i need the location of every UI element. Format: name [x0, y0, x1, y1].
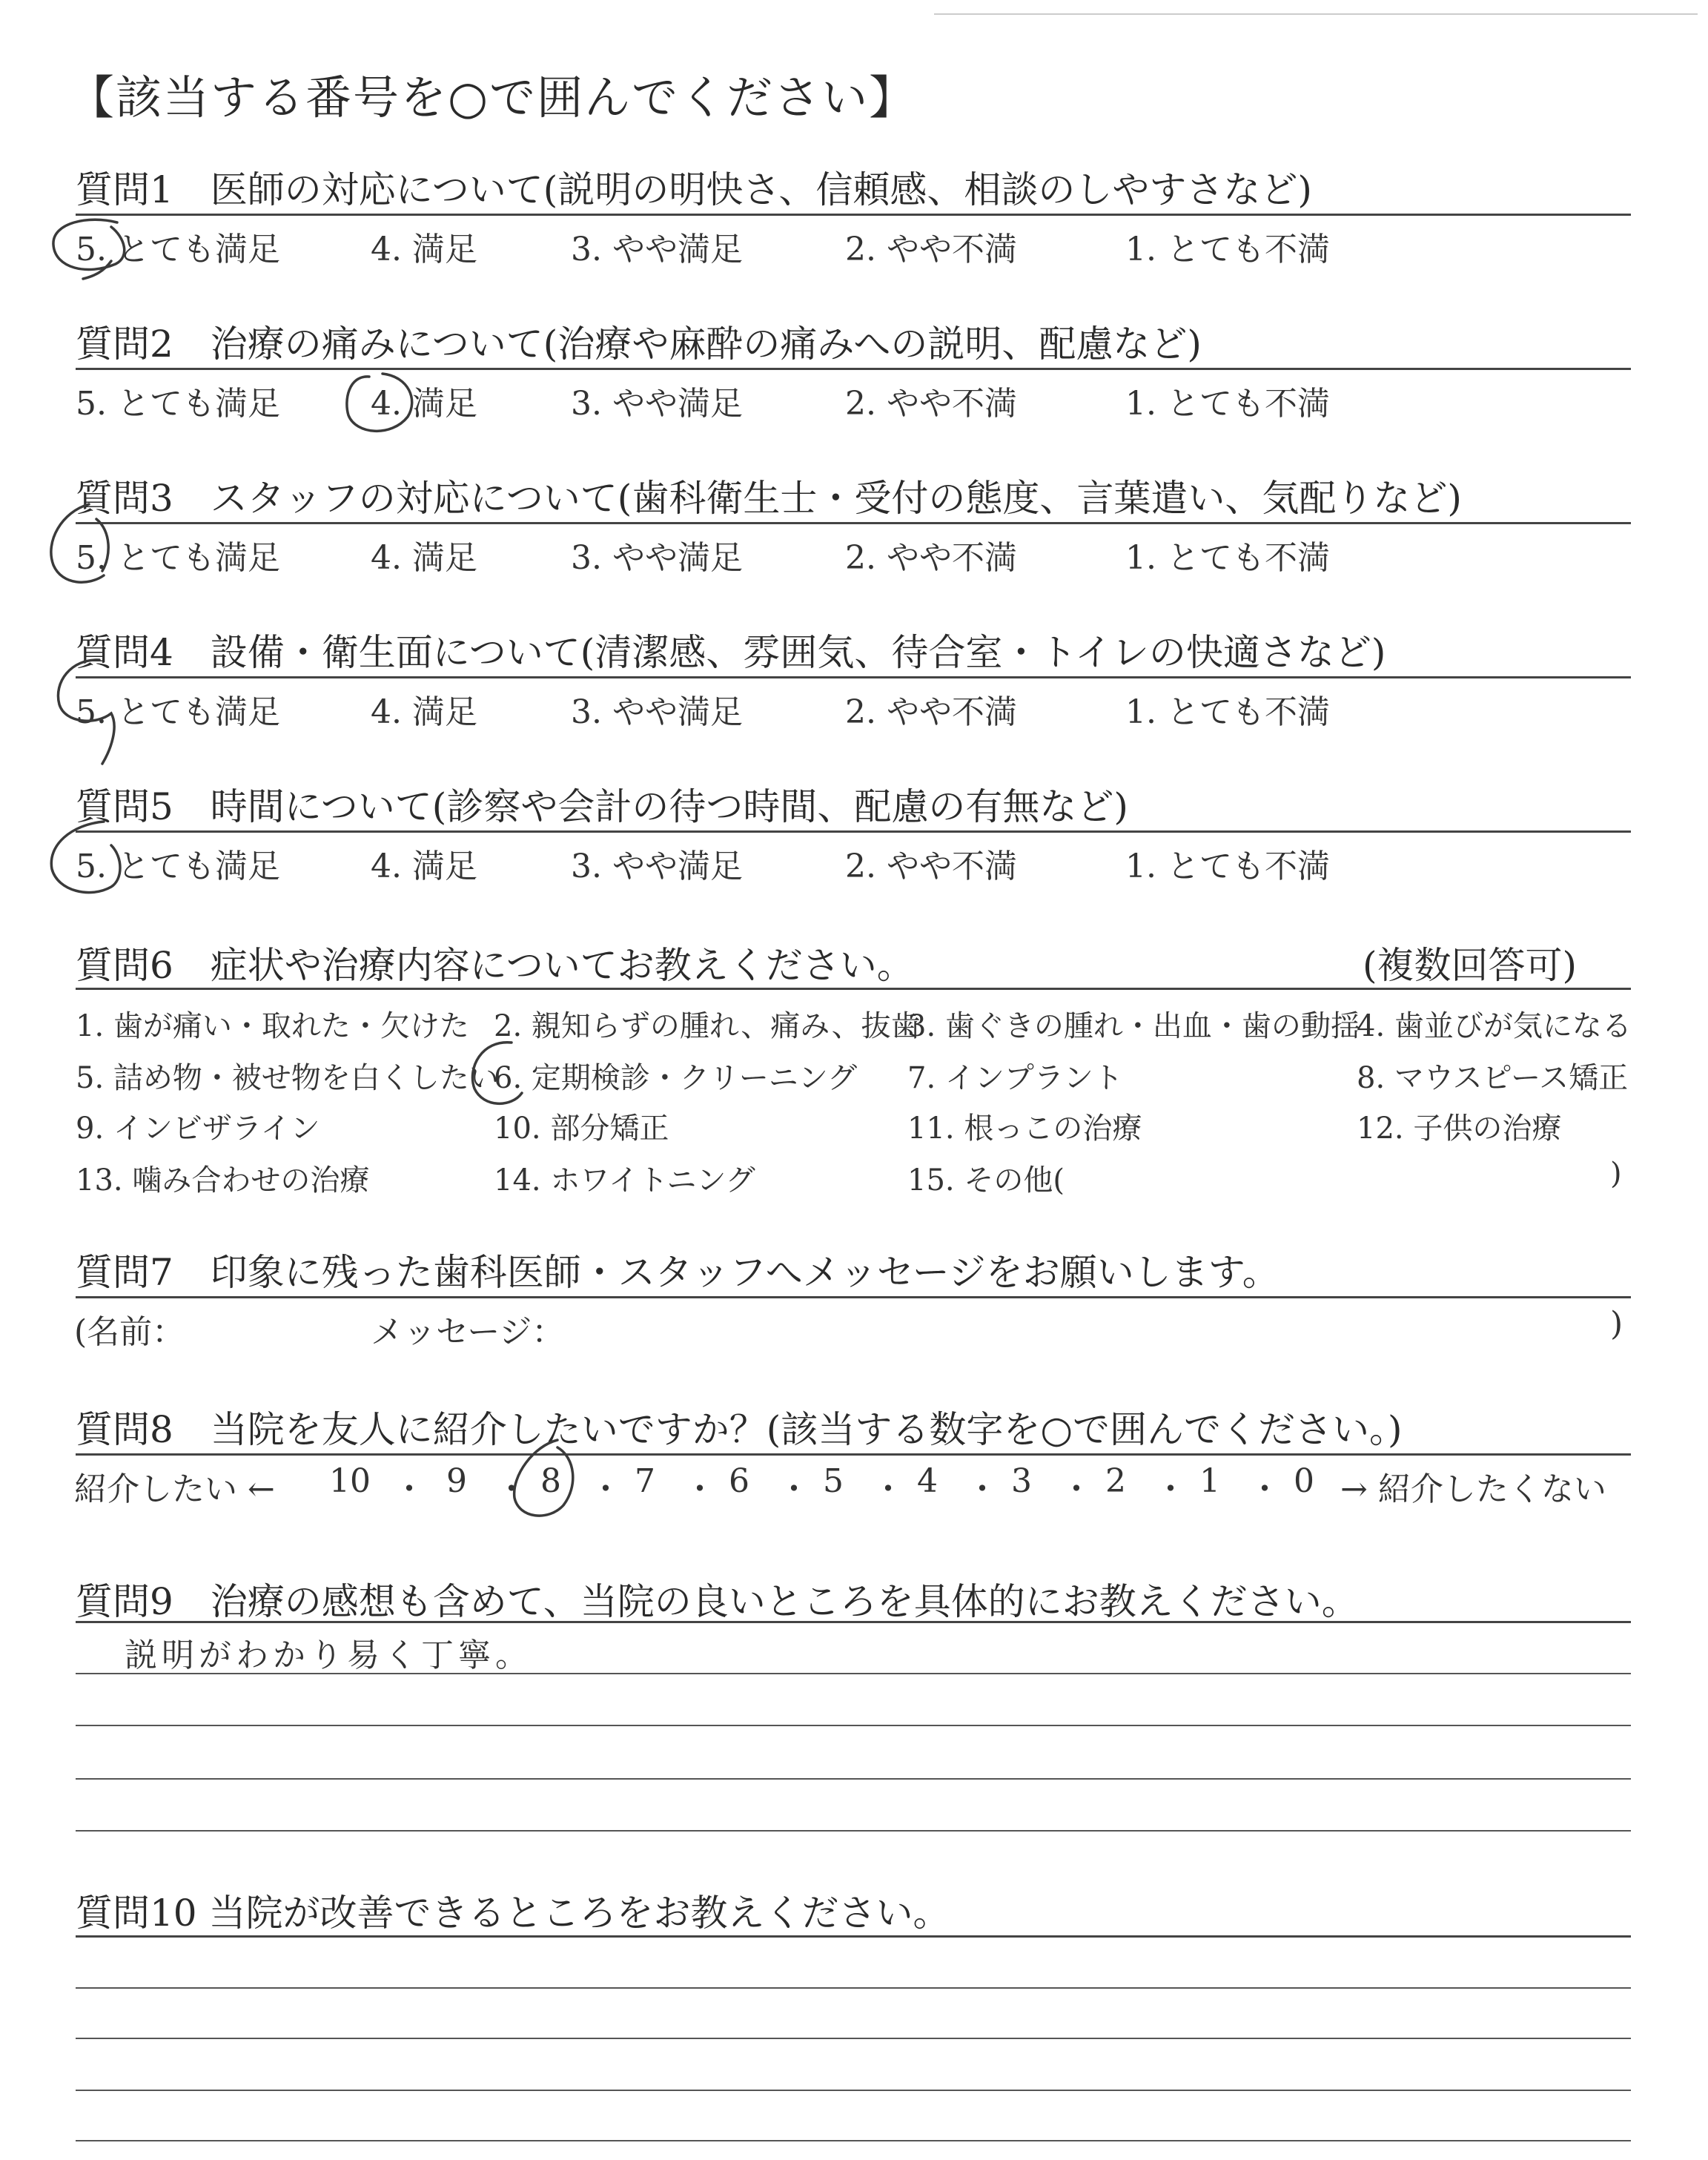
q4-option-1[interactable]: 1. とても不満 — [1125, 693, 1330, 731]
q4-circle-mark — [58, 660, 114, 764]
q8-circle-mark — [514, 1440, 573, 1516]
q5-option-3[interactable]: 3. やや満足 — [571, 848, 743, 885]
q8-scale-7[interactable]: 7 — [635, 1462, 655, 1500]
q1-option-2[interactable]: 2. やや不満 — [845, 231, 1017, 268]
q6-option-13[interactable]: 13. 噛み合わせの治療 — [76, 1163, 370, 1198]
q6-option-1[interactable]: 1. 歯が痛い・取れた・欠けた — [76, 1009, 469, 1043]
q3-option-5[interactable]: 5. とても満足 — [76, 539, 280, 577]
q6-circle-mark — [472, 1043, 522, 1104]
q8-scale-separator: ・ — [393, 1470, 426, 1508]
q9-title: 質問9 治療の感想も含めて、当院の良いところを具体的にお教えください。 — [76, 1580, 1359, 1623]
q5-circle-mark — [51, 822, 120, 893]
q8-scale-2[interactable]: 2 — [1105, 1462, 1126, 1500]
q5-option-5[interactable]: 5. とても満足 — [76, 848, 280, 885]
q6-option-9[interactable]: 9. インビザライン — [76, 1112, 320, 1146]
q7-title: 質問7 印象に残った歯科医師・スタッフへメッセージをお願いします。 — [76, 1251, 1280, 1294]
q7-close-paren: ) — [1610, 1305, 1623, 1343]
q1-option-1[interactable]: 1. とても不満 — [1125, 231, 1330, 268]
q2-title: 質問2 治療の痛みについて(治療や麻酔の痛みへの説明、配慮など) — [76, 323, 1202, 366]
q2-option-4[interactable]: 4. 満足 — [371, 385, 477, 423]
q10-title: 質問10 当院が改善できるところをお教えください。 — [76, 1892, 950, 1935]
q5-title: 質問5 時間について(診察や会計の待つ時間、配慮の有無など) — [76, 785, 1128, 828]
q1-circle-mark — [53, 219, 125, 269]
q2-option-3[interactable]: 3. やや満足 — [571, 385, 743, 423]
q6-option-2[interactable]: 2. 親知らずの腫れ、痛み、抜歯 — [494, 1009, 921, 1043]
q1-option-4[interactable]: 4. 満足 — [371, 231, 477, 268]
q2-circle-mark — [347, 374, 412, 431]
q6-title: 質問6 症状や治療内容についてお教えください。 — [76, 944, 914, 987]
q1-title: 質問1 医師の対応について(説明の明快さ、信頼感、相談のしやすさなど) — [76, 168, 1312, 211]
q8-scale-separator: ・ — [1248, 1470, 1281, 1508]
q6-option-15[interactable]: 15. その他( — [907, 1163, 1065, 1198]
q2-option-1[interactable]: 1. とても不満 — [1125, 385, 1330, 423]
q4-option-2[interactable]: 2. やや不満 — [845, 693, 1017, 731]
q8-scale-3[interactable]: 3 — [1011, 1462, 1032, 1500]
q8-right-label: → 紹介したくない — [1340, 1470, 1606, 1508]
q6-option-14[interactable]: 14. ホワイトニング — [494, 1163, 755, 1198]
page-header: 【該当する番号を○で囲んでください】 — [68, 70, 917, 125]
q6-other-close-paren: ) — [1610, 1157, 1622, 1191]
q8-scale-1[interactable]: 1 — [1199, 1462, 1220, 1500]
q6-option-3[interactable]: 3. 歯ぐきの腫れ・出血・歯の動揺 — [907, 1009, 1360, 1043]
q6-option-4[interactable]: 4. 歯並びが気になる — [1357, 1009, 1632, 1043]
q8-scale-9[interactable]: 9 — [446, 1462, 467, 1500]
q7-message-label: メッセージ： — [371, 1313, 565, 1351]
q1-option-5[interactable]: 5. とても満足 — [76, 231, 280, 268]
q8-scale-separator: ・ — [778, 1470, 810, 1508]
q3-option-2[interactable]: 2. やや不満 — [845, 539, 1017, 577]
q8-scale-separator: ・ — [1154, 1470, 1187, 1508]
q8-scale-10[interactable]: 10 — [329, 1462, 371, 1500]
q8-scale-separator: ・ — [683, 1470, 716, 1508]
q4-title: 質問4 設備・衛生面について(清潔感、雰囲気、待合室・トイレの快適さなど) — [76, 631, 1386, 674]
q8-scale-0[interactable]: 0 — [1294, 1462, 1314, 1500]
q8-scale-separator: ・ — [495, 1470, 528, 1508]
q8-left-label: 紹介したい ← — [74, 1470, 275, 1508]
q5-option-2[interactable]: 2. やや不満 — [845, 848, 1017, 885]
q3-option-1[interactable]: 1. とても不満 — [1125, 539, 1330, 577]
q1-option-3[interactable]: 3. やや満足 — [571, 231, 743, 268]
q8-scale-5[interactable]: 5 — [823, 1462, 844, 1500]
q6-option-6[interactable]: 6. 定期検診・クリーニング — [494, 1061, 858, 1095]
q5-option-4[interactable]: 4. 満足 — [371, 848, 477, 885]
q6-option-8[interactable]: 8. マウスピース矯正 — [1357, 1061, 1629, 1095]
q7-name-label: (名前： — [74, 1313, 185, 1351]
q8-scale-4[interactable]: 4 — [917, 1462, 938, 1500]
q8-scale-separator: ・ — [1060, 1470, 1093, 1508]
q8-scale-separator: ・ — [589, 1470, 622, 1508]
q6-option-12[interactable]: 12. 子供の治療 — [1357, 1112, 1562, 1146]
q8-scale-6[interactable]: 6 — [729, 1462, 749, 1500]
q6-note: (複数回答可) — [1363, 944, 1578, 987]
q2-option-2[interactable]: 2. やや不満 — [845, 385, 1017, 423]
q6-option-11[interactable]: 11. 根っこの治療 — [907, 1112, 1142, 1146]
q3-option-4[interactable]: 4. 満足 — [371, 539, 477, 577]
q3-circle-inner — [96, 519, 108, 571]
q2-option-5[interactable]: 5. とても満足 — [76, 385, 280, 423]
q6-option-5[interactable]: 5. 詰め物・被せ物を白くしたい — [76, 1061, 499, 1095]
q6-option-10[interactable]: 10. 部分矯正 — [494, 1112, 669, 1146]
q8-title: 質問8 当院を友人に紹介したいですか？(該当する数字を○で囲んでください。) — [76, 1408, 1403, 1451]
q3-circle-mark — [51, 504, 104, 582]
q8-scale-8[interactable]: 8 — [540, 1462, 561, 1500]
q9-handwritten-answer: 説明がわかり易く丁寧。 — [125, 1636, 532, 1674]
q8-scale-separator: ・ — [872, 1470, 904, 1508]
q4-option-3[interactable]: 3. やや満足 — [571, 693, 743, 731]
q6-option-7[interactable]: 7. インプラント — [907, 1061, 1123, 1095]
q4-option-4[interactable]: 4. 満足 — [371, 693, 477, 731]
q4-option-5[interactable]: 5. とても満足 — [76, 693, 280, 731]
q3-option-3[interactable]: 3. やや満足 — [571, 539, 743, 577]
q8-scale-separator: ・ — [966, 1470, 999, 1508]
q5-option-1[interactable]: 1. とても不満 — [1125, 848, 1330, 885]
q3-title: 質問3 スタッフの対応について(歯科衛生士・受付の態度、言葉遣い、気配りなど) — [76, 477, 1462, 520]
